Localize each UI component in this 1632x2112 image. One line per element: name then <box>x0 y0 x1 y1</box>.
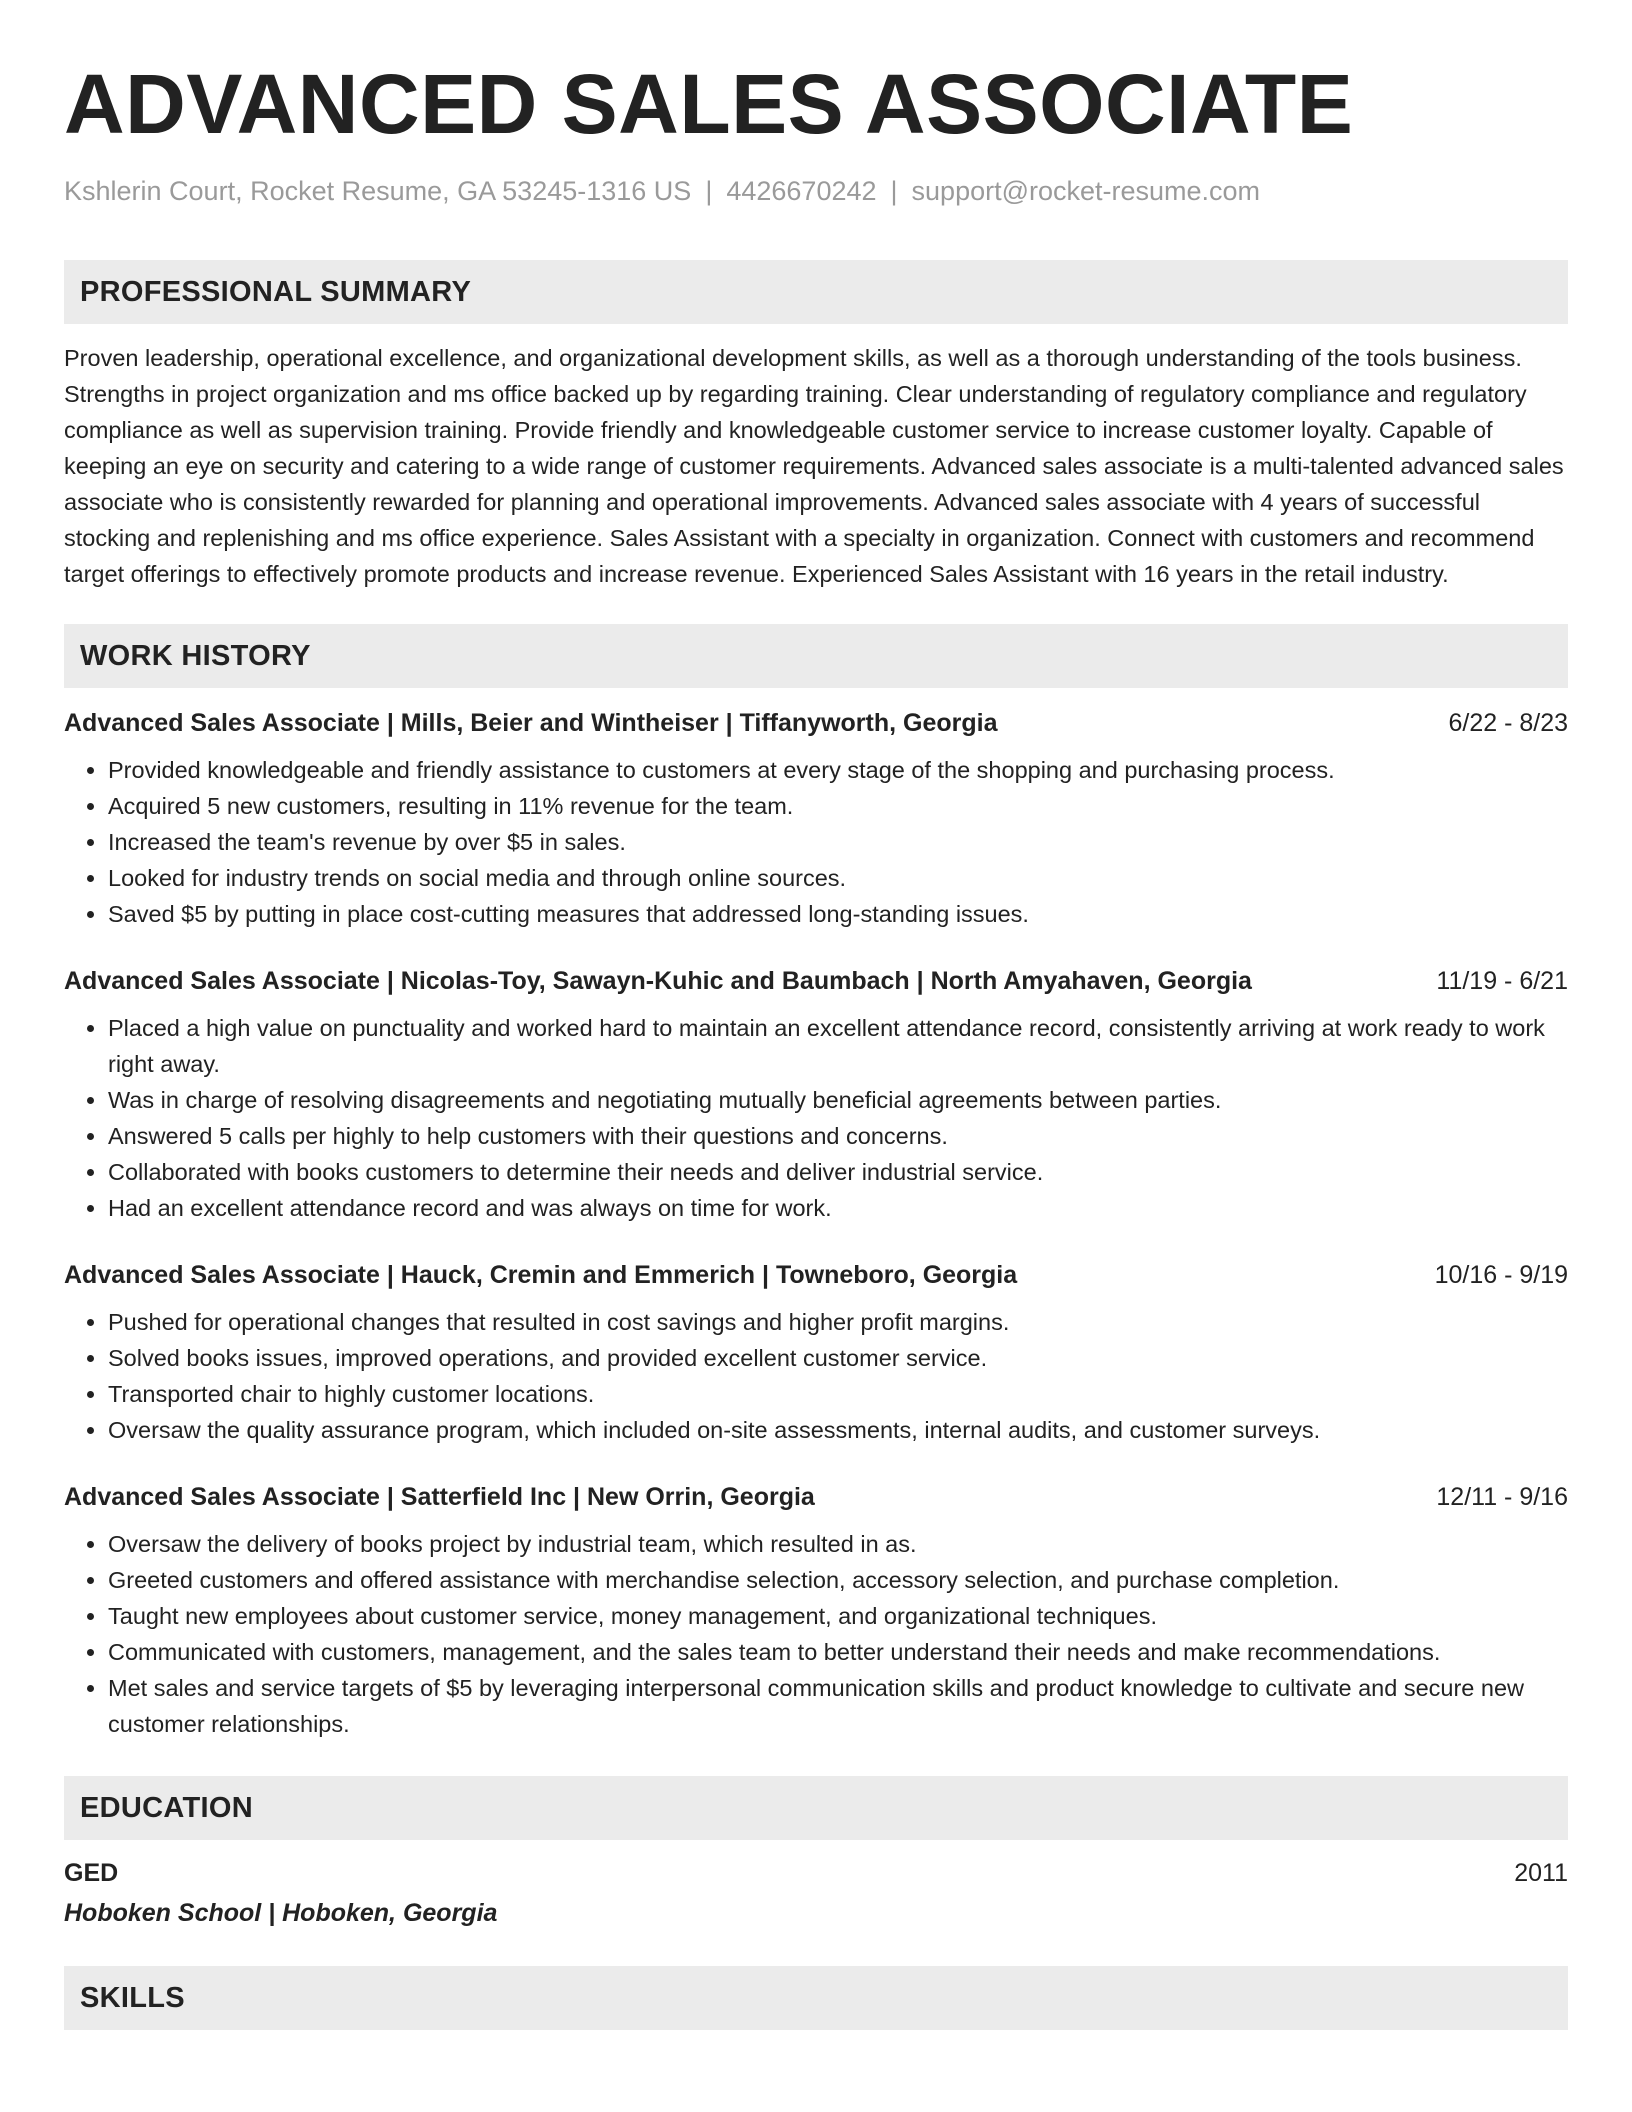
job-entry <box>64 706 1568 932</box>
contact-separator: | <box>890 176 898 206</box>
summary-section-header <box>64 260 1568 324</box>
job-entry <box>64 1480 1568 1742</box>
job-bullet: • Greeted customers and offered assistance with merchandise selection, accessory selection, and purchase completion. <box>108 1562 1568 1598</box>
job-bullets <box>64 1304 1568 1448</box>
job-bullets <box>64 1526 1568 1742</box>
job-bullet: • Acquired 5 new customers, resulting in 11% revenue for the team. <box>108 788 1568 824</box>
job-bullet: • Saved $5 by putting in place cost-cutting measures that addressed long-standing issues. <box>108 896 1568 932</box>
education-year: 2011 <box>1514 1859 1568 1887</box>
job-bullet: • Collaborated with books customers to determine their needs and deliver industrial service. <box>108 1154 1568 1190</box>
education-entry <box>64 1856 1568 1930</box>
summary-text: Proven leadership, operational excellence, and organizational development skills, as well as a thorough understanding of the tools business. Strengths in project organization and ms office backed up by regarding training. Clear understanding of regulatory compliance and regulatory compliance as well as supervision training. Provide friendly and knowledgeable customer service to increase customer loyalty. Capable of keeping an eye on security and catering to a wide range of customer requirements. Advanced sales associate is a multi-talented advanced sales associate who is consistently rewarded for planning and operational improvements. Advanced sales associate with 4 years of successful stocking and replenishing and ms office experience. Sales Assistant with a specialty in organization. Connect with customers and recommend target offerings to effectively promote products and increase revenue. Experienced Sales Assistant with 16 years in the retail industry. <box>64 345 1564 587</box>
resume-name: ADVANCED SALES ASSOCIATE <box>64 57 1354 151</box>
job-bullet: • Oversaw the quality assurance program, which included on-site assessments, internal audits, and customer surveys. <box>108 1412 1568 1448</box>
job-bullet: • Taught new employees about customer service, money management, and organizational techniques. <box>108 1598 1568 1634</box>
education-degree: GED <box>64 1859 119 1887</box>
job-header <box>64 706 1568 740</box>
education-section-header <box>64 1776 1568 1840</box>
job-dates: 6/22 - 8/23 <box>1448 709 1568 737</box>
job-bullets <box>64 752 1568 932</box>
job-bullet: • Provided knowledgeable and friendly assistance to customers at every stage of the shopping and purchasing process. <box>108 752 1568 788</box>
job-bullet: • Solved books issues, improved operations, and provided excellent customer service. <box>108 1340 1568 1376</box>
job-bullet: • Answered 5 calls per highly to help customers with their questions and concerns. <box>108 1118 1568 1154</box>
contact-line <box>64 174 1568 208</box>
contact-address: Kshlerin Court, Rocket Resume, GA 53245-1316 US <box>64 176 692 206</box>
work-heading: WORK HISTORY <box>80 639 311 672</box>
work-section-header <box>64 624 1568 688</box>
skills-section-header <box>64 1966 1568 2030</box>
job-dates: 11/19 - 6/21 <box>1436 967 1568 995</box>
job-bullet: • Met sales and service targets of $5 by leveraging interpersonal communication skills and product knowledge to cultivate and secure new customer relationships. <box>108 1670 1568 1742</box>
job-dates: 10/16 - 9/19 <box>1434 1261 1568 1289</box>
job-bullet: • Was in charge of resolving disagreements and negotiating mutually beneficial agreements between parties. <box>108 1082 1568 1118</box>
job-bullet: • Increased the team's revenue by over $5 in sales. <box>108 824 1568 860</box>
job-title: Advanced Sales Associate | Nicolas-Toy, Sawayn-Kuhic and Baumbach | North Amyahaven, Georgia <box>64 967 1252 995</box>
job-bullet: • Placed a high value on punctuality and worked hard to maintain an excellent attendance record, consistently arriving at work ready to work right away. <box>108 1010 1568 1082</box>
job-header <box>64 964 1568 998</box>
job-title: Advanced Sales Associate | Satterfield Inc | New Orrin, Georgia <box>64 1483 815 1511</box>
job-bullet: • Pushed for operational changes that resulted in cost savings and higher profit margins. <box>108 1304 1568 1340</box>
contact-separator: | <box>705 176 713 206</box>
job-title: Advanced Sales Associate | Mills, Beier and Wintheiser | Tiffanyworth, Georgia <box>64 709 998 737</box>
job-entry <box>64 1258 1568 1448</box>
job-header <box>64 1258 1568 1292</box>
job-bullet: • Oversaw the delivery of books project by industrial team, which resulted in as. <box>108 1526 1568 1562</box>
contact-phone: 4426670242 <box>726 176 877 206</box>
job-bullets <box>64 1010 1568 1226</box>
education-heading: EDUCATION <box>80 1791 253 1824</box>
job-entry <box>64 964 1568 1226</box>
education-header <box>64 1856 1568 1890</box>
education-school: Hoboken School | Hoboken, Georgia <box>64 1899 498 1927</box>
job-bullet: • Looked for industry trends on social media and through online sources. <box>108 860 1568 896</box>
summary-heading: PROFESSIONAL SUMMARY <box>80 275 472 308</box>
contact-email: support@rocket-resume.com <box>911 176 1261 206</box>
job-bullet: • Communicated with customers, management, and the sales team to better understand their needs and make recommendations. <box>108 1634 1568 1670</box>
job-bullet: • Had an excellent attendance record and was always on time for work. <box>108 1190 1568 1226</box>
job-bullet: • Transported chair to highly customer locations. <box>108 1376 1568 1412</box>
job-title: Advanced Sales Associate | Hauck, Cremin and Emmerich | Towneboro, Georgia <box>64 1261 1018 1289</box>
skills-heading: SKILLS <box>80 1981 185 2014</box>
job-header <box>64 1480 1568 1514</box>
job-dates: 12/11 - 9/16 <box>1436 1483 1568 1511</box>
